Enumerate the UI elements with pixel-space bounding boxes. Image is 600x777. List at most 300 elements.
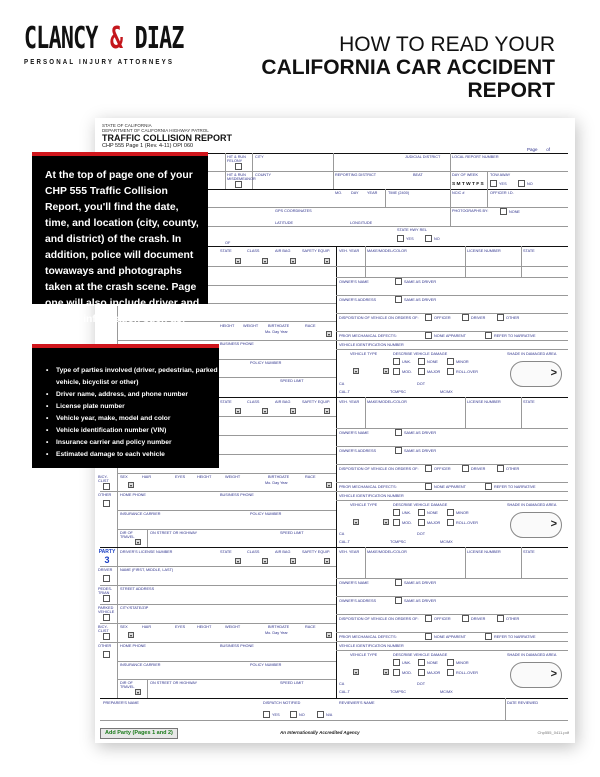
disposition-officer-checkbox[interactable] <box>425 615 432 622</box>
divider <box>100 623 336 624</box>
damage-major-checkbox[interactable] <box>418 368 425 375</box>
owner-same-as-driver-checkbox[interactable] <box>395 429 402 436</box>
damage-none-checkbox[interactable] <box>418 358 425 365</box>
divider <box>336 277 568 278</box>
birthdate-format: Mo. Day Year <box>265 481 288 485</box>
vehicle-damage-diagram[interactable] <box>510 662 562 688</box>
divider <box>336 331 568 332</box>
info-list-item: • Type of parties involved (driver, pedestrian, parked vehicle, bicyclist or other) <box>46 365 219 389</box>
race-dropdown[interactable] <box>326 331 332 337</box>
page-of <box>527 147 550 152</box>
disposition-other-checkbox[interactable] <box>497 314 504 321</box>
preparer-name-label: PREPARER'S NAME <box>103 701 139 705</box>
speed-limit-label: SPEED LIMIT <box>280 681 304 685</box>
divider <box>336 614 568 615</box>
damage-none-label: NONE <box>427 360 438 364</box>
judicial-district-label: JUDICIAL DISTRICT <box>405 155 441 159</box>
disposition-officer-checkbox[interactable] <box>425 465 432 472</box>
damage-mod-checkbox[interactable] <box>393 669 400 676</box>
divider <box>336 295 568 296</box>
divider <box>336 578 568 579</box>
divider <box>336 482 568 483</box>
hit-run-misd-label: HIT & RUN MISDEMEANOR <box>227 173 256 181</box>
photographs-none-checkbox[interactable] <box>500 208 507 215</box>
damage-unk-label: UNK. <box>402 360 412 364</box>
address-same-as-driver-label: SAME AS DRIVER <box>404 599 437 603</box>
day-label: DAY <box>351 191 359 195</box>
owners-address-label: OWNER'S ADDRESS <box>339 449 377 453</box>
veh-year-label: VEH. YEAR <box>339 400 360 404</box>
brand-name <box>24 22 184 56</box>
business-phone-label: BUSINESS PHONE <box>220 493 254 497</box>
info-list-item: • Estimated damage to each vehicle <box>46 449 219 461</box>
divider <box>100 585 336 586</box>
headline-line-1: HOW TO READ YOUR <box>339 33 555 56</box>
dispatch-no-checkbox[interactable] <box>290 711 297 718</box>
divider <box>100 547 568 548</box>
street-address-label: STREET ADDRESS <box>120 587 155 591</box>
license-number-label: LICENSE NUMBER <box>467 550 501 554</box>
divider <box>521 547 522 578</box>
info-list-item: • Vehicle year, make, model and color <box>46 413 219 425</box>
weight-label: WEIGHT <box>225 475 241 479</box>
damage-unk-checkbox[interactable] <box>393 509 400 516</box>
disposition-officer-label: OFFICER <box>434 617 451 621</box>
shade-damaged-label: SHADE IN DAMAGED AREA <box>507 503 557 507</box>
refer-narrative-checkbox[interactable] <box>485 633 492 640</box>
tcmpsc-label: TCMPSC <box>390 690 407 694</box>
divider <box>252 153 253 189</box>
reviewer-name-label: REVIEWER'S NAME <box>339 701 375 705</box>
damage-unk-checkbox[interactable] <box>393 358 400 365</box>
date-reviewed-label: DATE REVIEWED <box>507 701 539 705</box>
tcmpsc-label: TCMPSC <box>390 540 407 544</box>
ncic-label: NCIC # <box>452 191 465 195</box>
photographs-by-label: PHOTOGRAPHS BY: <box>452 209 489 213</box>
refer-narrative-checkbox[interactable] <box>485 332 492 339</box>
ca-label: CA <box>339 382 345 386</box>
shade-damaged-label: SHADE IN DAMAGED AREA <box>507 653 557 657</box>
disposition-officer-label: OFFICER <box>434 316 451 320</box>
address-same-as-driver-checkbox[interactable] <box>395 597 402 604</box>
direction-arrow-icon: > <box>550 668 557 680</box>
damage-major-label: MAJOR <box>427 370 441 374</box>
speed-limit-label: SPEED LIMIT <box>280 531 304 535</box>
divider <box>336 632 568 633</box>
none-apparent-checkbox[interactable] <box>425 483 432 490</box>
divider <box>521 397 522 428</box>
air-bag-label: AIR BAG <box>275 400 291 404</box>
air-bag-label: AIR BAG <box>275 550 291 554</box>
info-list <box>46 365 219 461</box>
disposition-other-label: OTHER <box>506 316 520 320</box>
disposition-driver-checkbox[interactable] <box>462 314 469 321</box>
dir-travel-dropdown[interactable] <box>135 539 141 545</box>
state-hwy-rel-label: STATE HWY REL <box>397 228 427 232</box>
form-title: TRAFFIC COLLISION REPORT <box>102 133 232 143</box>
business-phone-label: BUSINESS PHONE <box>220 342 254 346</box>
cal-t-label: CAL-T <box>339 690 350 694</box>
brand-logo <box>24 22 246 66</box>
damage-minor-checkbox[interactable] <box>447 358 454 365</box>
page-label: Page <box>526 147 538 152</box>
on-street-label: ON STREET OR HIGHWAY <box>150 681 198 685</box>
divider <box>100 604 336 605</box>
disposition-driver-checkbox[interactable] <box>462 615 469 622</box>
race-dropdown[interactable] <box>326 632 332 638</box>
divider <box>450 153 451 226</box>
drivers-license-label: DRIVER'S LICENSE NUMBER <box>120 550 173 554</box>
divider <box>100 491 336 492</box>
party-number: 3 <box>104 555 110 565</box>
dot-label: DOT <box>417 682 426 686</box>
damage-minor-label: MINOR <box>456 661 469 665</box>
driver-checkbox[interactable] <box>103 575 110 582</box>
dispatch-yes-checkbox[interactable] <box>263 711 270 718</box>
divider <box>336 491 568 492</box>
address-same-as-driver-label: SAME AS DRIVER <box>404 298 437 302</box>
owners-address-label: OWNER'S ADDRESS <box>339 599 377 603</box>
state-hwy-no-checkbox[interactable] <box>425 235 432 242</box>
brand-ampersand: & <box>109 21 123 56</box>
divider <box>487 171 488 207</box>
other-party-checkbox[interactable] <box>103 651 110 658</box>
vehicle-damage-diagram[interactable] <box>510 361 562 387</box>
latitude-label: LATITUDE <box>275 221 294 225</box>
days-of-week[interactable]: S M T W T F S <box>452 182 484 187</box>
home-phone-label: HOME PHONE <box>120 644 146 648</box>
mc-mx-label: MC/MX <box>440 540 453 544</box>
divider <box>465 397 466 428</box>
hit-run-felony-label: HIT & RUN FELONY <box>227 155 246 163</box>
sex-dropdown[interactable] <box>128 632 134 638</box>
headline-line-3: REPORT <box>467 79 555 102</box>
race-label: RACE <box>305 324 316 328</box>
damage-minor-checkbox[interactable] <box>447 659 454 666</box>
policy-number-label: POLICY NUMBER <box>250 512 282 516</box>
weight-label: WEIGHT <box>243 324 259 328</box>
refer-narrative-label: REFER TO NARRATIVE <box>494 635 536 639</box>
damage-rollover-checkbox[interactable] <box>447 368 454 375</box>
local-report-number-label: LOCAL REPORT NUMBER <box>452 155 499 159</box>
insurance-carrier-label: INSURANCE CARRIER <box>120 663 161 667</box>
tow-away-no-checkbox[interactable] <box>518 180 525 187</box>
tow-away-label: TOW AWAY <box>490 173 511 177</box>
gps-label: GPS COORDINATES <box>275 209 312 213</box>
vehicle-state-label: STATE <box>523 400 535 404</box>
divider <box>336 500 568 501</box>
brand-name-right: DIAZ <box>122 21 184 56</box>
business-phone-label: BUSINESS PHONE <box>220 644 254 648</box>
pedestrian-checkbox[interactable] <box>103 595 110 602</box>
divider <box>336 596 568 597</box>
divider <box>365 397 366 428</box>
shade-damaged-label: SHADE IN DAMAGED AREA <box>507 352 557 356</box>
describe-damage-label: DESCRIBE VEHICLE DAMAGE <box>393 352 448 356</box>
vehicle-type-label: VEHICLE TYPE <box>350 352 378 356</box>
bicyclist-checkbox[interactable] <box>103 633 110 640</box>
owners-name-label: OWNER'S NAME <box>339 581 369 585</box>
divider <box>117 661 336 662</box>
accredited-agency-text: An Internationally Accredited Agency <box>280 730 360 735</box>
owner-same-as-driver-label: SAME AS DRIVER <box>404 431 437 435</box>
sex-label: SEX <box>120 475 128 479</box>
dot-label: DOT <box>417 382 426 386</box>
cal-t-label: CAL-T <box>339 390 350 394</box>
damage-unk-label: UNK. <box>402 511 412 515</box>
damage-minor-label: MINOR <box>456 511 469 515</box>
divider <box>100 720 568 721</box>
height-label: HEIGHT <box>197 475 212 479</box>
home-phone-label: HOME PHONE <box>120 493 146 497</box>
class-dropdown[interactable] <box>262 258 268 264</box>
hit-run-misd-checkbox[interactable] <box>235 181 242 188</box>
address-same-as-driver-checkbox[interactable] <box>395 447 402 454</box>
make-model-color-label: MAKE/MODEL/COLOR <box>367 550 407 554</box>
air-bag-dropdown[interactable] <box>290 408 296 414</box>
divider <box>336 464 568 465</box>
dir-travel-label: DIR OF TRAVEL <box>120 531 135 539</box>
add-party-button[interactable]: Add Party (Pages 1 and 2) <box>100 728 178 739</box>
veh-year-label: VEH. YEAR <box>339 249 360 253</box>
safety-equip-dropdown[interactable] <box>324 408 330 414</box>
state-hwy-yes-label: YES <box>406 237 414 241</box>
prior-defects-label: PRIOR MECHANICAL DEFECTS: <box>339 635 397 639</box>
damage-none-checkbox[interactable] <box>418 659 425 666</box>
state-dropdown[interactable] <box>235 258 241 264</box>
intro-callout-text: At the top of page one of your CHP 555 Traffic Collision Report, you'll find the date, time, and location (city, county, and district) of the crash. In addition, police will document towaways and photographs taken at the crash scene. Page one will also include driver and vehicle information such as: <box>45 170 200 325</box>
info-list-item: • Driver name, address, and phone number <box>46 389 219 401</box>
class-label: CLASS <box>247 400 260 404</box>
damage-major-label: MAJOR <box>427 521 441 525</box>
divider <box>117 510 336 511</box>
divider <box>465 246 466 277</box>
eyes-label: EYES <box>175 475 186 479</box>
tcmpsc-label: TCMPSC <box>390 390 407 394</box>
state-hwy-yes-checkbox[interactable] <box>397 235 404 242</box>
day-of-week-label: DAY OF WEEK <box>452 173 479 177</box>
state-dropdown[interactable] <box>235 558 241 564</box>
safety-equip-label: SAFETY EQUIP. <box>302 400 331 404</box>
month-label: MO. <box>335 191 343 195</box>
state-label: STATE <box>220 400 232 404</box>
damage-none-label: NONE <box>427 511 438 515</box>
direction-arrow-icon: > <box>550 518 557 530</box>
safety-equip-label: SAFETY EQUIP. <box>302 550 331 554</box>
air-bag-label: AIR BAG <box>275 249 291 253</box>
disposition-officer-checkbox[interactable] <box>425 314 432 321</box>
safety-equip-dropdown[interactable] <box>324 558 330 564</box>
dispatch-na-checkbox[interactable] <box>317 711 324 718</box>
damage-rollover-label: ROLL-OVER <box>456 370 478 374</box>
policy-number-label: POLICY NUMBER <box>250 663 282 667</box>
none-apparent-label: NONE APPARENT <box>434 334 466 338</box>
form-header <box>102 123 232 149</box>
safety-equip-dropdown[interactable] <box>324 258 330 264</box>
owner-same-as-driver-checkbox[interactable] <box>395 579 402 586</box>
damage-mod-label: MOD. <box>402 671 412 675</box>
divider <box>365 246 366 277</box>
city-label: CITY <box>255 155 264 159</box>
birthdate-label: BIRTHDATE <box>268 625 290 629</box>
other-label: OTHER <box>98 493 112 497</box>
license-number-label: LICENSE NUMBER <box>467 400 501 404</box>
vehicle-type-label: VEHICLE TYPE <box>350 503 378 507</box>
party-3-label <box>97 549 117 565</box>
damage-major-label: MAJOR <box>427 671 441 675</box>
disposition-driver-checkbox[interactable] <box>462 465 469 472</box>
prior-defects-label: PRIOR MECHANICAL DEFECTS: <box>339 334 397 338</box>
cal-t-label: CAL-T <box>339 540 350 544</box>
disposition-other-checkbox[interactable] <box>497 615 504 622</box>
damage-minor-label: MINOR <box>456 360 469 364</box>
info-list-item: • Vehicle identification number (VIN) <box>46 425 219 437</box>
driver-label: DRIVER <box>98 568 113 572</box>
safety-equip-label: SAFETY EQUIP. <box>302 249 331 253</box>
pedestrian-label: PEDES-TRIAN <box>98 587 113 595</box>
damage-rollover-checkbox[interactable] <box>447 519 454 526</box>
dispatch-yes-label: YES <box>272 713 280 717</box>
damage-mod-checkbox[interactable] <box>393 519 400 526</box>
divider <box>336 340 568 341</box>
divider <box>365 547 366 578</box>
bicyclist-checkbox[interactable] <box>103 483 110 490</box>
sex-label: SEX <box>120 625 128 629</box>
refer-narrative-checkbox[interactable] <box>485 483 492 490</box>
none-apparent-checkbox[interactable] <box>425 633 432 640</box>
make-model-color-label: MAKE/MODEL/COLOR <box>367 400 407 404</box>
divider <box>385 189 386 207</box>
vehicle-type-dropdown-1[interactable] <box>353 669 359 675</box>
divider <box>100 566 336 567</box>
divider <box>100 698 568 699</box>
vehicle-type-dropdown-2[interactable] <box>383 519 389 525</box>
vin-label: VEHICLE IDENTIFICATION NUMBER <box>339 494 404 498</box>
mc-mx-label: MC/MX <box>440 690 453 694</box>
owner-same-as-driver-label: SAME AS DRIVER <box>404 280 437 284</box>
vehicle-damage-diagram[interactable] <box>510 512 562 538</box>
info-list-item: • Insurance carrier and policy number <box>46 437 219 449</box>
damage-none-checkbox[interactable] <box>418 509 425 516</box>
beat-label: BEAT <box>413 173 423 177</box>
sex-dropdown[interactable] <box>128 482 134 488</box>
hit-run-felony-checkbox[interactable] <box>235 163 242 170</box>
disposition-label: DISPOSITION OF VEHICLE ON ORDERS OF: <box>339 316 419 320</box>
owner-same-as-driver-checkbox[interactable] <box>395 278 402 285</box>
hair-label: HAIR <box>142 475 152 479</box>
vin-label: VEHICLE IDENTIFICATION NUMBER <box>339 644 404 648</box>
owners-address-label: OWNER'S ADDRESS <box>339 298 377 302</box>
year-label: YEAR <box>367 191 378 195</box>
policy-number-label: POLICY NUMBER <box>250 361 282 365</box>
disposition-other-label: OTHER <box>506 617 520 621</box>
air-bag-dropdown[interactable] <box>290 258 296 264</box>
vehicle-type-dropdown-1[interactable] <box>353 519 359 525</box>
damage-major-checkbox[interactable] <box>418 519 425 526</box>
vehicle-type-dropdown-1[interactable] <box>353 368 359 374</box>
divider <box>147 529 148 547</box>
form-state: STATE OF CALIFORNIA <box>102 123 152 128</box>
divider <box>333 153 334 189</box>
eyes-label: EYES <box>175 625 186 629</box>
divider <box>336 641 568 642</box>
disposition-driver-label: DRIVER <box>471 617 486 621</box>
other-party-checkbox[interactable] <box>103 500 110 507</box>
parked-vehicle-checkbox[interactable] <box>103 614 110 621</box>
air-bag-dropdown[interactable] <box>290 558 296 564</box>
damage-major-checkbox[interactable] <box>418 669 425 676</box>
disposition-label: DISPOSITION OF VEHICLE ON ORDERS OF: <box>339 617 419 621</box>
divider <box>147 679 148 698</box>
damage-unk-checkbox[interactable] <box>393 659 400 666</box>
race-dropdown[interactable] <box>326 482 332 488</box>
brand-name-left: CLANCY <box>24 21 110 56</box>
address-same-as-driver-checkbox[interactable] <box>395 296 402 303</box>
vehicle-type-dropdown-2[interactable] <box>383 669 389 675</box>
refer-narrative-label: REFER TO NARRATIVE <box>494 334 536 338</box>
officer-id-label: OFFICER I.D. <box>490 191 514 195</box>
mc-mx-label: MC/MX <box>440 390 453 394</box>
damage-mod-label: MOD. <box>402 521 412 525</box>
tow-away-yes-checkbox[interactable] <box>490 180 497 187</box>
disposition-driver-label: DRIVER <box>471 316 486 320</box>
class-dropdown[interactable] <box>262 558 268 564</box>
longitude-label: LONGITUDE <box>350 221 373 225</box>
disposition-other-label: OTHER <box>506 467 520 471</box>
owner-same-as-driver-label: SAME AS DRIVER <box>404 581 437 585</box>
license-number-label: LICENSE NUMBER <box>467 249 501 253</box>
none-apparent-checkbox[interactable] <box>425 332 432 339</box>
damage-rollover-label: ROLL-OVER <box>456 521 478 525</box>
damage-rollover-checkbox[interactable] <box>447 669 454 676</box>
bicyclist-label: BICY-CLIST <box>98 475 109 483</box>
info-list-item: • License plate number <box>46 401 219 413</box>
state-dropdown[interactable] <box>235 408 241 414</box>
disposition-other-checkbox[interactable] <box>497 465 504 472</box>
divider <box>117 473 336 474</box>
divider <box>521 246 522 277</box>
birthdate-label: BIRTHDATE <box>268 324 290 328</box>
county-label: COUNTY <box>255 173 272 177</box>
insurance-carrier-label: INSURANCE CARRIER <box>120 512 161 516</box>
divider <box>117 340 336 341</box>
ca-label: CA <box>339 532 345 536</box>
damage-rollover-label: ROLL-OVER <box>456 671 478 675</box>
time-label: TIME (2400) <box>388 191 410 195</box>
name-label: NAME (FIRST, MIDDLE, LAST) <box>120 568 174 572</box>
damage-minor-checkbox[interactable] <box>447 509 454 516</box>
state-label: STATE <box>220 249 232 253</box>
none-apparent-label: NONE APPARENT <box>434 485 466 489</box>
birthdate-format: Mo. Day Year <box>265 631 288 635</box>
make-model-color-label: MAKE/MODEL/COLOR <box>367 249 407 253</box>
divider <box>336 446 568 447</box>
vehicle-type-dropdown-2[interactable] <box>383 368 389 374</box>
divider <box>465 547 466 578</box>
damage-none-label: NONE <box>427 661 438 665</box>
damage-mod-checkbox[interactable] <box>393 368 400 375</box>
of-label: OF <box>225 241 231 245</box>
disposition-label: DISPOSITION OF VEHICLE ON ORDERS OF: <box>339 467 419 471</box>
speed-limit-label: SPEED LIMIT <box>280 379 304 383</box>
dispatch-na-label: N/A <box>326 713 333 717</box>
disposition-officer-label: OFFICER <box>434 467 451 471</box>
dir-travel-dropdown[interactable] <box>135 689 141 695</box>
class-label: CLASS <box>247 249 260 253</box>
dispatch-notified-label: DISPATCH NOTIFIED <box>263 701 301 705</box>
class-dropdown[interactable] <box>262 408 268 414</box>
party-word: PARTY <box>98 549 116 555</box>
